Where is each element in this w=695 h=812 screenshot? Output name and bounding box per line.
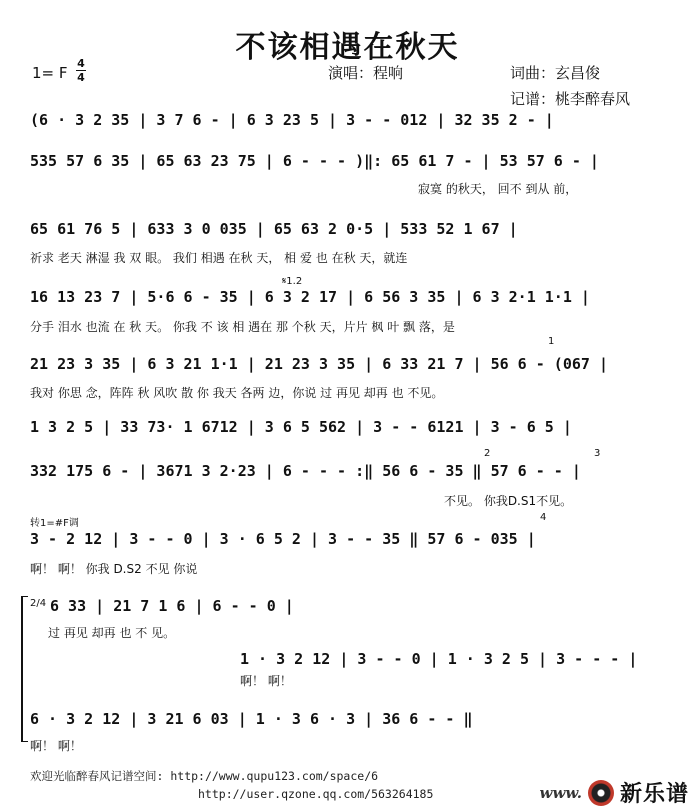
score-line: 535 57 6 35 | 65 63 23 75 | 6 - - - )‖: 65 61 7 - | 53 57 6 - | bbox=[30, 152, 599, 170]
logo-www: www. bbox=[539, 783, 582, 802]
transcriber-credit: 记谱：桃李醉春风 bbox=[510, 90, 631, 108]
lyric-line: 祈求 老天 淋湿 我 双 眼。 我们 相遇 在秋 天， 相 爱 也 在秋 天，就连 bbox=[30, 251, 408, 265]
time-signature bbox=[76, 58, 86, 83]
site-logo bbox=[540, 777, 689, 808]
lyric-line: 不见。 你我D.S1不见。 bbox=[444, 494, 573, 508]
volta-1: 1 bbox=[548, 336, 555, 347]
score-line: (6 · 3 2 35 | 3 7 6 - | 6 3 23 5 | 3 - - 012 | 32 35 2 - | bbox=[30, 111, 554, 129]
score-line: 21 23 3 35 | 6 3 21 1·1 | 21 23 3 35 | 6 33 21 7 | 56 6 - (067 | bbox=[30, 355, 608, 373]
logo-name: 新乐谱 bbox=[619, 782, 689, 807]
lyric-line: 分手 泪水 也流 在 秋 天。 你我 不 该 相 遇在 那 个秋 天，片片 枫 叶 飘 落，是 bbox=[30, 320, 455, 334]
volta-3: 3 bbox=[594, 448, 601, 459]
score-line: 1 3 2 5 | 33 73· 1 6712 | 3 6 5 562 | 3 - - 6121 | 3 - 6 5 | bbox=[30, 418, 572, 436]
score-line: 65 61 76 5 | 633 3 0 035 | 65 63 2 0·5 | 533 52 1 67 | bbox=[30, 220, 518, 238]
key-signature: 1= F bbox=[32, 64, 68, 82]
score-line: 332 175 6 - | 3671 3 2·23 | 6 - - - :‖ 56 6 - 35 ‖ 57 6 - - | bbox=[30, 462, 581, 480]
lyric-line: 啊！ 啊！ bbox=[240, 674, 292, 688]
volta-4: 4 bbox=[540, 512, 547, 523]
score-line: 1 · 3 2 12 | 3 - - 0 | 1 · 3 2 5 | 3 - - - | bbox=[240, 650, 638, 668]
time-change-marker: 2/4 bbox=[30, 598, 47, 609]
lyric-line: 我对 你思 念，阵阵 秋 风吹 散 你 我天 各两 边，你说 过 再见 却再 也 不见。 bbox=[30, 386, 444, 400]
lyric-line: 啊！ 啊！ bbox=[30, 739, 82, 753]
lyric-line: 过 再见 却再 也 不 见。 bbox=[48, 626, 176, 640]
segno-marker: 𝄋1.2 bbox=[282, 276, 303, 287]
time-signature-bottom: 4 bbox=[77, 71, 85, 84]
record-disc-icon bbox=[588, 780, 614, 806]
footer-link: http://user.qzone.qq.com/563264185 bbox=[198, 787, 434, 801]
modulation-marker: 转1=#F调 bbox=[30, 518, 79, 529]
footer-credit: 欢迎光临醉春风记谱空间: http://www.qupu123.com/space/6 bbox=[30, 769, 379, 783]
system-bracket bbox=[18, 596, 28, 742]
time-signature-top: 4 bbox=[77, 57, 85, 70]
score-line: 6 · 3 2 12 | 3 21 6 03 | 1 · 3 6 · 3 | 36 6 - - ‖ bbox=[30, 710, 473, 728]
singer-credit: 演唱：程响 bbox=[328, 64, 404, 82]
lyric-line: 啊！ 啊！ 你我 D.S2 不见 你说 bbox=[30, 562, 198, 576]
score-line: 16 13 23 7 | 5·6 6 - 35 | 6 3 2 17 | 6 56 3 35 | 6 3 2·1 1·1 | bbox=[30, 288, 590, 306]
volta-2: 2 bbox=[484, 448, 491, 459]
score-line: 3 - 2 12 | 3 - - 0 | 3 · 6 5 2 | 3 - - 35 ‖ 57 6 - 035 | bbox=[30, 530, 536, 548]
composer-credit: 词曲：玄昌俊 bbox=[510, 64, 601, 82]
page-title: 不该相遇在秋天 bbox=[235, 30, 460, 65]
lyric-line: 寂寞 的秋天， 回不 到从 前， bbox=[418, 182, 578, 196]
score-line: 6 33 | 21 7 1 6 | 6 - - 0 | bbox=[50, 597, 294, 615]
